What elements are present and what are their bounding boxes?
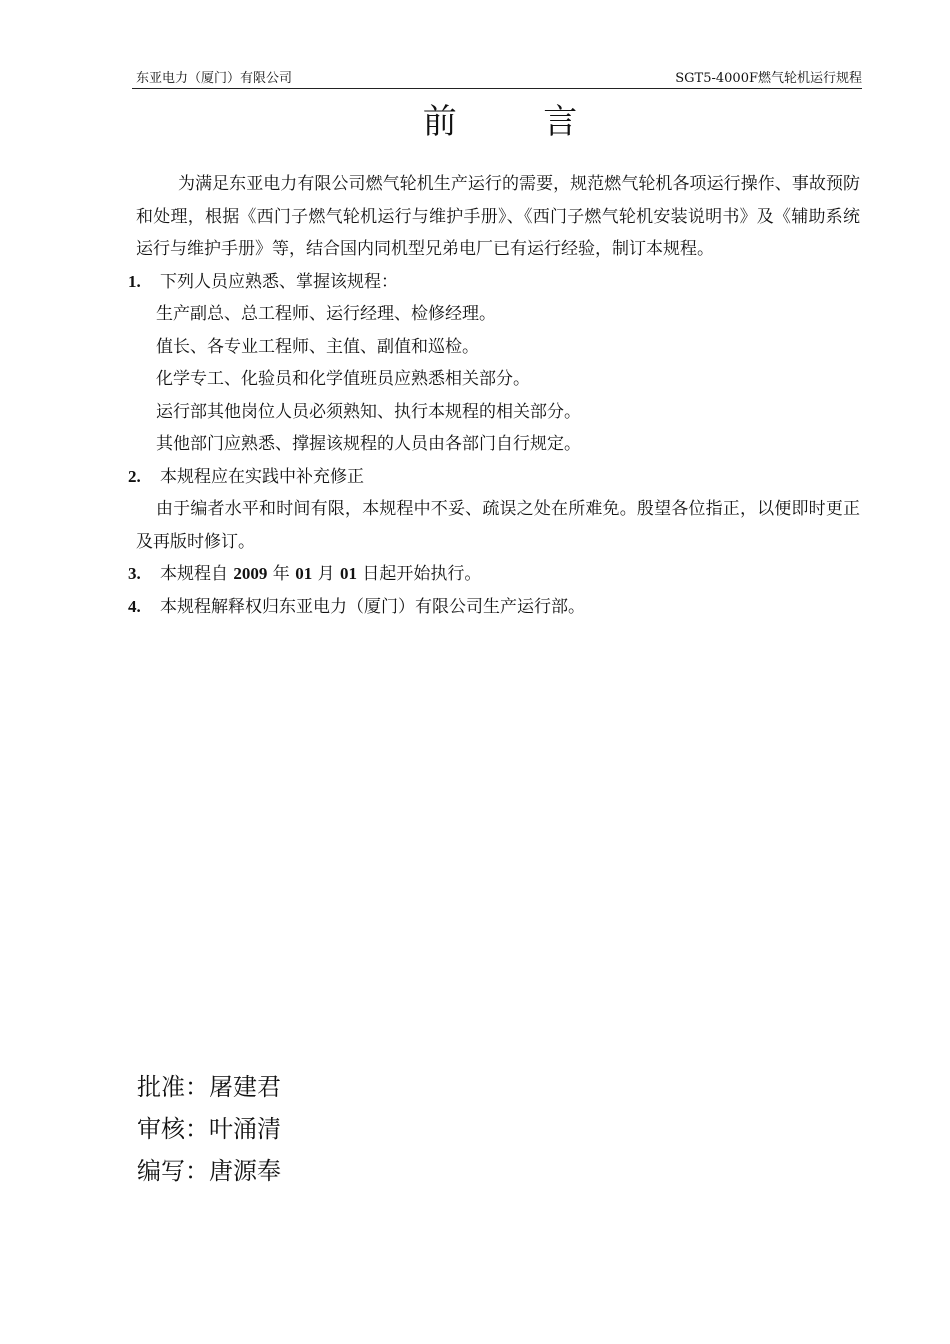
item-number: 1. — [128, 271, 141, 291]
document-body — [128, 168, 860, 623]
item-text: 本规程应在实践中补充修正 — [160, 466, 364, 487]
item-text — [136, 558, 860, 591]
item-detail: 由于编者水平和时间有限，本规程中不妥、疏误之处在所难免。殷望各位指正，以便即时更正及再版时修订。 — [136, 499, 860, 552]
list-item-4 — [128, 591, 860, 624]
sub-item: 运行部其他岗位人员必须熟知、执行本规程的相关部分。 — [156, 401, 581, 422]
day-value: 01 — [340, 564, 358, 583]
sub-item: 其他部门应熟悉、撑握该规程的人员由各部门自行规定。 — [156, 434, 581, 454]
item-number: 3. — [128, 564, 141, 583]
intro-paragraph: 为满足东亚电力有限公司燃气轮机生产运行的需要，规范燃气轮机各项运行操作、事故预防和处理，根据《西门子燃气轮机运行与维护手册》、《西门子燃气轮机安装说明书》及《辅助系统运行与维护手册》等，结合国内同机型兄弟电厂已有运行经验，制订本规程。 — [136, 174, 860, 259]
text-part: 日起开始执行。 — [357, 564, 482, 584]
list-item-3 — [128, 558, 860, 591]
item-number: 4. — [128, 596, 141, 616]
signature-block — [137, 1066, 281, 1192]
item-number: 2. — [128, 466, 141, 486]
header-doc-name: SGT5-4000F燃气轮机运行规程 — [675, 71, 862, 86]
header-company: 东亚电力（厦门）有限公司 — [136, 71, 293, 86]
sub-item: 值长、各专业工程师、主值、副值和巡检。 — [156, 336, 479, 357]
page-title: 前 言 — [422, 102, 578, 142]
page-header — [132, 70, 862, 89]
text-part: 本规程自 — [160, 564, 234, 584]
list-item-2 — [128, 461, 860, 494]
month-value: 01 — [295, 564, 313, 583]
approved-by: 批准：屠建君 — [137, 1073, 281, 1101]
item-text: 本规程解释权归东亚电力（厦门）有限公司生产运行部。 — [160, 596, 585, 617]
list-item-1 — [128, 266, 860, 299]
reviewed-by: 审核：叶涌清 — [137, 1115, 281, 1143]
written-by: 编写：唐源奉 — [137, 1157, 281, 1185]
item-text: 下列人员应熟悉、掌握该规程： — [160, 271, 398, 292]
sub-item: 生产副总、总工程师、运行经理、检修经理。 — [156, 304, 496, 324]
year-value: 2009 — [233, 564, 268, 583]
text-part: 月 — [312, 564, 341, 584]
text-part: 年 — [267, 564, 296, 584]
sub-item: 化学专工、化验员和化学值班员应熟悉相关部分。 — [156, 369, 530, 389]
